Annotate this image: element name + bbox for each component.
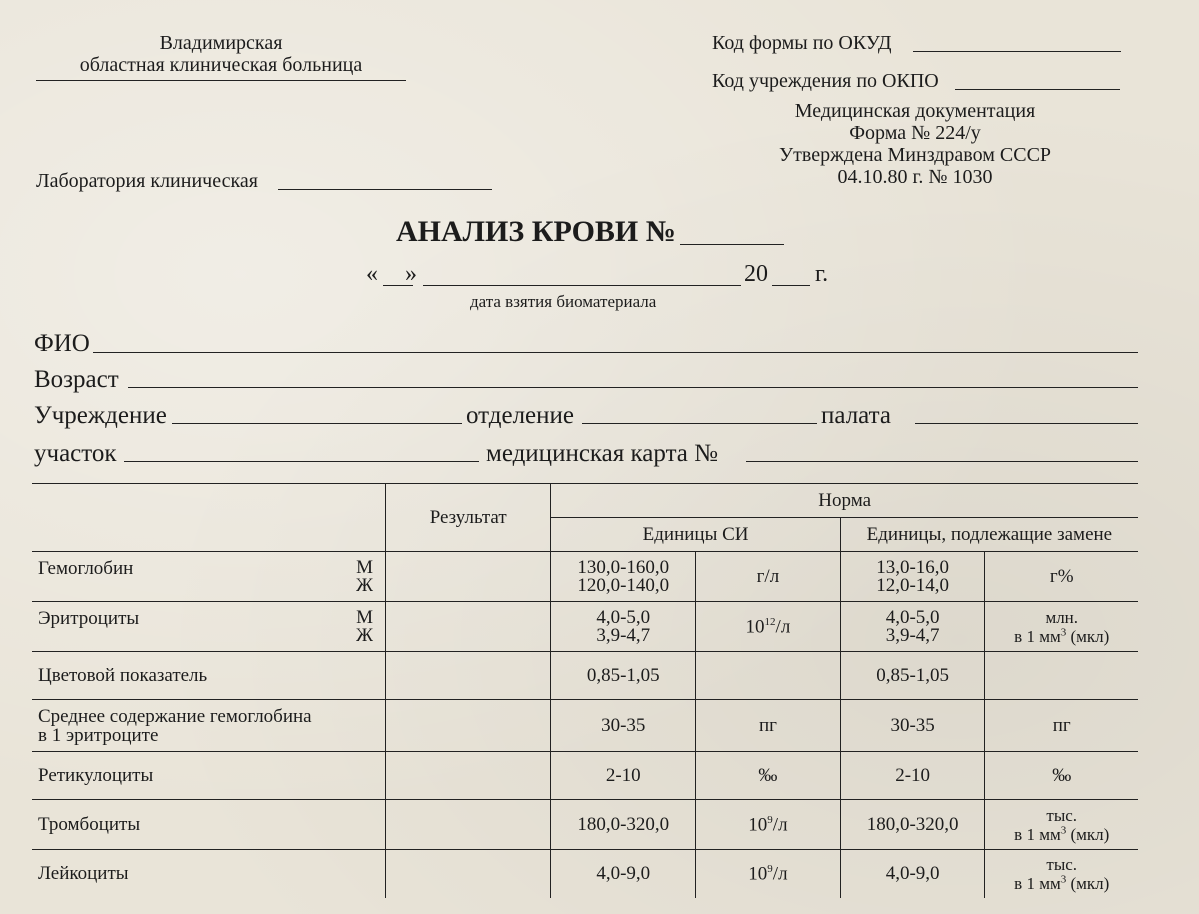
result-cell-erythrocytes[interactable] bbox=[386, 602, 551, 652]
si-value-f: 3,9-4,7 bbox=[596, 624, 651, 646]
rep-value: 2-10 bbox=[840, 752, 985, 800]
fio-label: ФИО bbox=[34, 330, 90, 357]
rep-unit bbox=[985, 652, 1138, 700]
sex-m: М bbox=[356, 606, 373, 628]
rep-unit-line2: в 1 мм bbox=[1014, 626, 1061, 646]
si-value: 30-35 bbox=[551, 700, 696, 752]
si-unit-exp: 9 bbox=[767, 813, 773, 826]
row-name: Тромбоциты bbox=[38, 814, 141, 835]
sex-f: Ж bbox=[355, 624, 373, 646]
sex-m: М bbox=[356, 556, 373, 578]
age-field[interactable] bbox=[128, 387, 1138, 388]
row-name: Эритроциты bbox=[38, 607, 140, 629]
med-card-label: медицинская карта № bbox=[486, 440, 718, 467]
si-unit bbox=[696, 850, 841, 898]
result-cell-mch[interactable] bbox=[386, 700, 551, 752]
form-title: АНАЛИЗ КРОВИ № bbox=[396, 215, 676, 248]
ward-label: палата bbox=[821, 402, 891, 429]
table-row-mch bbox=[32, 700, 1138, 752]
norm-header: Норма bbox=[551, 484, 1138, 518]
rep-unit bbox=[985, 850, 1138, 898]
date-close-quote: » bbox=[405, 261, 417, 287]
doc-line-2: Форма № 224/у bbox=[849, 122, 981, 144]
result-header: Результат bbox=[386, 484, 551, 552]
org-underline bbox=[36, 80, 406, 81]
rep-value: 180,0-320,0 bbox=[840, 800, 985, 850]
si-unit-tail: /л bbox=[775, 616, 791, 638]
si-unit-base: 10 bbox=[748, 863, 768, 885]
okud-field[interactable] bbox=[913, 51, 1121, 52]
row-name-line1: Среднее содержание гемоглобина bbox=[38, 705, 312, 727]
result-cell-reticulocytes[interactable] bbox=[386, 752, 551, 800]
rep-unit-tail: (мкл) bbox=[1066, 824, 1110, 844]
si-value: 180,0-320,0 bbox=[551, 800, 696, 850]
row-name: Ретикулоциты bbox=[38, 765, 154, 786]
table-row-erythrocytes bbox=[32, 602, 1138, 652]
rep-unit: г% bbox=[985, 552, 1138, 602]
si-unit-tail: /л bbox=[772, 814, 788, 836]
rep-unit-line2: в 1 мм bbox=[1014, 824, 1061, 844]
rep-unit-tail: (мкл) bbox=[1066, 873, 1110, 893]
lab-label: Лаборатория клиническая bbox=[36, 170, 258, 192]
fio-field[interactable] bbox=[93, 352, 1138, 353]
rep-value-m: 13,0-16,0 bbox=[876, 556, 950, 578]
rep-unit-tail: (мкл) bbox=[1066, 626, 1110, 646]
rep-unit-line1: тыс. bbox=[1046, 805, 1078, 825]
analysis-table bbox=[32, 483, 1138, 898]
rep-unit bbox=[985, 602, 1138, 652]
si-value: 0,85-1,05 bbox=[551, 652, 696, 700]
doc-approval bbox=[760, 100, 1070, 188]
result-cell-hemoglobin[interactable] bbox=[386, 552, 551, 602]
rep-value: 4,0-9,0 bbox=[840, 850, 985, 898]
result-cell-leukocytes[interactable] bbox=[386, 850, 551, 898]
okpo-field[interactable] bbox=[955, 89, 1120, 90]
table-row-platelets bbox=[32, 800, 1138, 850]
si-value: 4,0-9,0 bbox=[551, 850, 696, 898]
doc-line-1: Медицинская документация bbox=[794, 100, 1036, 122]
table-row-hemoglobin bbox=[32, 552, 1138, 602]
doc-line-3: Утверждена Минздравом СССР bbox=[778, 144, 1052, 166]
row-name-cell bbox=[32, 602, 386, 652]
si-unit: ‰ bbox=[696, 752, 841, 800]
rep-value: 0,85-1,05 bbox=[840, 652, 985, 700]
date-month-field[interactable] bbox=[423, 285, 741, 286]
date-open-quote: « bbox=[366, 261, 378, 287]
lab-field[interactable] bbox=[278, 189, 492, 190]
si-unit-base: 10 bbox=[745, 616, 765, 638]
si-unit bbox=[696, 800, 841, 850]
date-year-suffix: г. bbox=[815, 261, 829, 287]
rep-unit-line1: млн. bbox=[1045, 607, 1079, 627]
si-unit-exp: 12 bbox=[764, 615, 776, 628]
org-name bbox=[36, 32, 406, 76]
age-label: Возраст bbox=[34, 366, 119, 393]
si-value bbox=[551, 602, 696, 652]
si-unit: г/л bbox=[696, 552, 841, 602]
org-line-2: областная клиническая больница bbox=[79, 54, 363, 76]
si-value-f: 120,0-140,0 bbox=[577, 574, 670, 596]
si-unit-exp: 9 bbox=[767, 863, 773, 876]
institution-label: Учреждение bbox=[34, 402, 167, 429]
table-row-leukocytes bbox=[32, 850, 1138, 898]
si-value-m: 4,0-5,0 bbox=[596, 606, 651, 628]
date-year-field[interactable] bbox=[772, 285, 810, 286]
rep-value bbox=[840, 602, 985, 652]
si-unit bbox=[696, 602, 841, 652]
rep-unit-line2: в 1 мм bbox=[1014, 873, 1061, 893]
row-name-line2: в 1 эритроците bbox=[38, 724, 159, 746]
rep-unit-line1: тыс. bbox=[1046, 854, 1078, 874]
rep-unit: пг bbox=[985, 700, 1138, 752]
si-value-m: 130,0-160,0 bbox=[577, 556, 670, 578]
med-card-field[interactable] bbox=[746, 461, 1138, 462]
si-unit-base: 10 bbox=[748, 814, 768, 836]
rep-value: 30-35 bbox=[840, 700, 985, 752]
row-name: Лейкоциты bbox=[38, 863, 129, 885]
rep-unit bbox=[985, 800, 1138, 850]
replace-header: Единицы, подлежащие замене bbox=[840, 518, 1138, 552]
result-cell-platelets[interactable] bbox=[386, 800, 551, 850]
si-value bbox=[551, 552, 696, 602]
sex-column bbox=[355, 556, 379, 596]
rep-value bbox=[840, 552, 985, 602]
department-field[interactable] bbox=[582, 423, 817, 424]
rep-unit-exp: 3 bbox=[1060, 873, 1067, 886]
si-value: 2-10 bbox=[551, 752, 696, 800]
header-name-cell bbox=[32, 484, 386, 552]
institution-field[interactable] bbox=[172, 423, 462, 424]
header-row-1 bbox=[32, 484, 1138, 518]
org-line-1: Владимирская bbox=[159, 32, 283, 54]
doc-line-4: 04.10.80 г. № 1030 bbox=[837, 166, 993, 188]
table-row-reticulocytes bbox=[32, 752, 1138, 800]
rep-value-m: 4,0-5,0 bbox=[885, 606, 940, 628]
date-caption: дата взятия биоматериала bbox=[470, 292, 657, 311]
ward-field[interactable] bbox=[915, 423, 1138, 424]
rep-unit-exp: 3 bbox=[1060, 823, 1067, 836]
rep-value-f: 12,0-14,0 bbox=[876, 574, 950, 596]
si-header: Единицы СИ bbox=[551, 518, 840, 552]
si-unit bbox=[696, 652, 841, 700]
analysis-number-field[interactable] bbox=[680, 244, 784, 245]
result-cell-color-index[interactable] bbox=[386, 652, 551, 700]
si-unit: пг bbox=[696, 700, 841, 752]
okud-label: Код формы по ОКУД bbox=[712, 32, 892, 54]
district-field[interactable] bbox=[124, 461, 479, 462]
district-label: участок bbox=[34, 440, 117, 467]
row-name: Цветовой показатель bbox=[38, 665, 208, 686]
sex-column bbox=[355, 606, 379, 646]
table-row-color-index bbox=[32, 652, 1138, 700]
sex-f: Ж bbox=[355, 574, 373, 596]
row-name: Гемоглобин bbox=[38, 557, 134, 579]
rep-unit-exp: 3 bbox=[1060, 625, 1067, 638]
date-year-prefix: 20 bbox=[744, 261, 768, 287]
row-name bbox=[32, 700, 386, 752]
rep-value-f: 3,9-4,7 bbox=[885, 624, 940, 646]
rep-unit: ‰ bbox=[985, 752, 1138, 800]
okpo-label: Код учреждения по ОКПО bbox=[712, 70, 939, 92]
department-label: отделение bbox=[466, 402, 575, 429]
row-name-cell bbox=[32, 552, 386, 602]
si-unit-tail: /л bbox=[772, 863, 788, 885]
